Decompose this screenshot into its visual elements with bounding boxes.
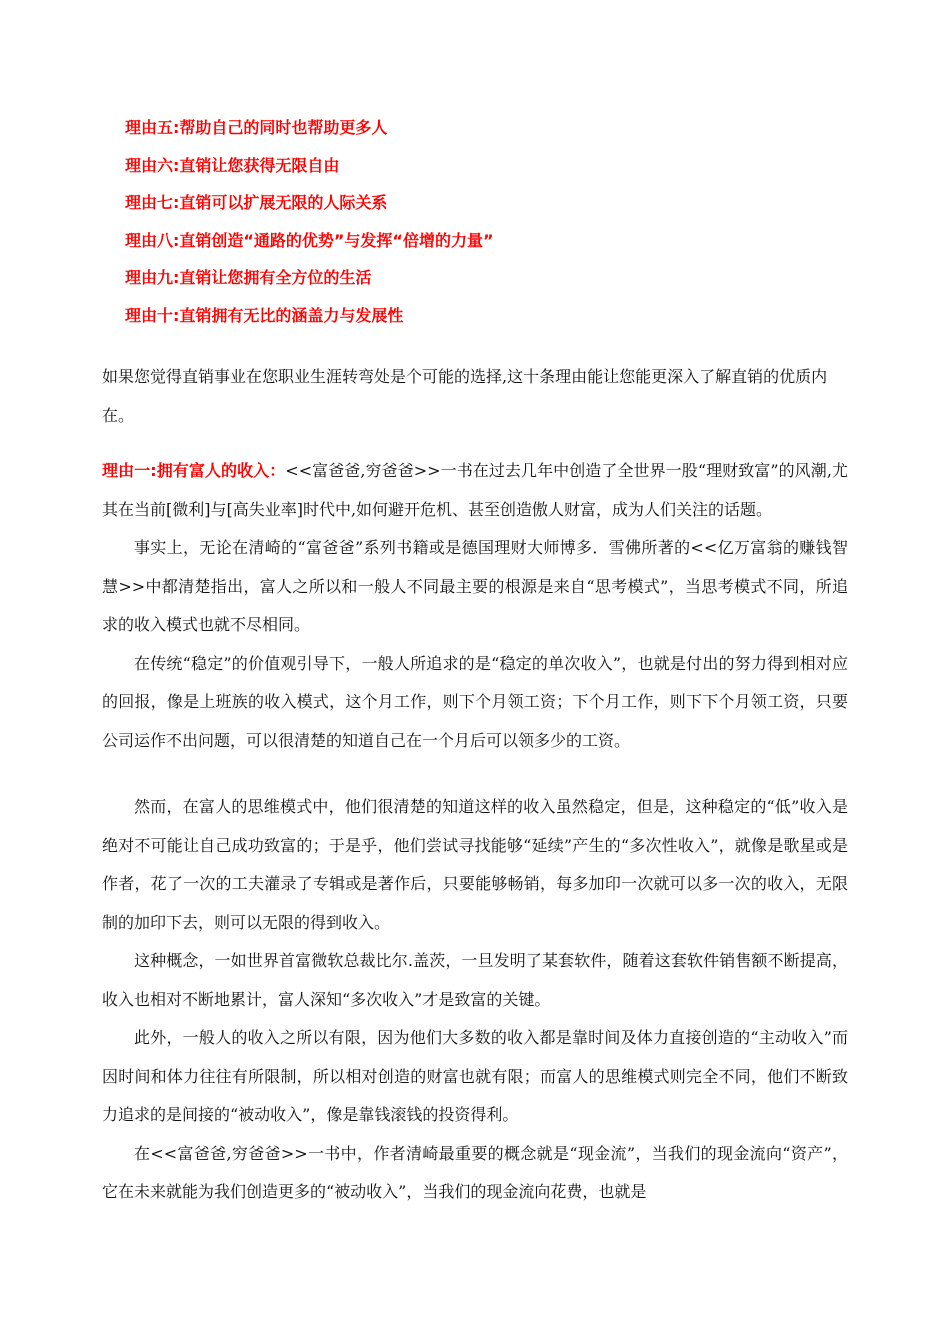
intro-paragraph: 如果您觉得直销事业在您职业生涯转弯处是个可能的选择,这十条理由能让您能更深入了解直销的优质内在。 bbox=[102, 367, 828, 425]
body-paragraph: 在<<富爸爸,穷爸爸>>一书中，作者清崎最重要的概念就是“现金流”，当我们的现金流向“资产”，它在未来就能为我们创造更多的“被动收入”，当我们的现金流向花费，也就是 bbox=[102, 1143, 848, 1201]
body-paragraph: 在传统“稳定”的价值观引导下，一般人所追求的是“稳定的单次收入”，也就是付出的努力得到相对应的回报，像是上班族的收入模式，这个月工作，则下个月领工资；下个月工作，则下下个月领工资，只要公司运作不出问题，可以很清楚的知道自己在一个月后可以领多少的工资。 bbox=[102, 653, 848, 750]
body-text bbox=[102, 452, 848, 1212]
reason-one-text: <<富爸爸,穷爸爸>>一书在过去几年中创造了全世界一股“理财致富”的风潮,尤其在当前[微利]与[高失业率]时代中,如何避开危机、甚至创造傲人财富，成为人们关注的话题。 bbox=[102, 461, 848, 519]
reason-list bbox=[125, 118, 493, 343]
reason-item: 理由十:直销拥有无比的涵盖力与发展性 bbox=[125, 305, 404, 325]
body-paragraph: 然而，在富人的思维模式中，他们很清楚的知道这样的收入虽然稳定，但是，这种稳定的“低”收入是绝对不可能让自己成功致富的；于是乎，他们尝试寻找能够“延续”产生的“多次性收入”，就像是歌星或是作者，花了一次的工夫灌录了专辑或是著作后，只要能够畅销，每多加印一次就可以多一次的收入，无限制的加印下去，则可以无限的得到收入。 bbox=[102, 797, 848, 932]
reason-item: 理由八:直销创造“通路的优势”与发挥“倍增的力量” bbox=[125, 230, 494, 250]
reason-one-heading: 理由一:拥有富人的收入： bbox=[102, 461, 286, 480]
reason-item: 理由七:直销可以扩展无限的人际关系 bbox=[125, 193, 388, 212]
reason-item: 理由九:直销让您拥有全方位的生活 bbox=[125, 268, 372, 287]
body-paragraph: 事实上，无论在清崎的“富爸爸”系列书籍或是德国理财大师博多．雪佛所著的<<亿万富翁的赚钱智慧>>中都清楚指出，富人之所以和一般人不同最主要的根源是来自“思考模式”，当思考模式不同，所追求的收入模式也就不尽相同。 bbox=[102, 538, 848, 634]
body-paragraph: 此外，一般人的收入之所以有限，因为他们大多数的收入都是靠时间及体力直接创造的“主动收入”而因时间和体力往往有所限制，所以相对创造的财富也就有限；而富人的思维模式则完全不同，他们不断致力追求的是间接的“被动收入”，像是靠钱滚钱的投资得利。 bbox=[102, 1028, 848, 1124]
reason-one-paragraph bbox=[102, 452, 848, 529]
reason-item: 理由五:帮助自己的同时也帮助更多人 bbox=[125, 118, 388, 137]
body-paragraph: 这种概念，一如世界首富微软总裁比尔.盖茨，一旦发明了某套软件，随着这套软件销售额不断提高，收入也相对不断地累计，富人深知“多次收入”才是致富的关键。 bbox=[102, 951, 848, 1009]
reason-item: 理由六:直销让您获得无限自由 bbox=[125, 155, 340, 175]
